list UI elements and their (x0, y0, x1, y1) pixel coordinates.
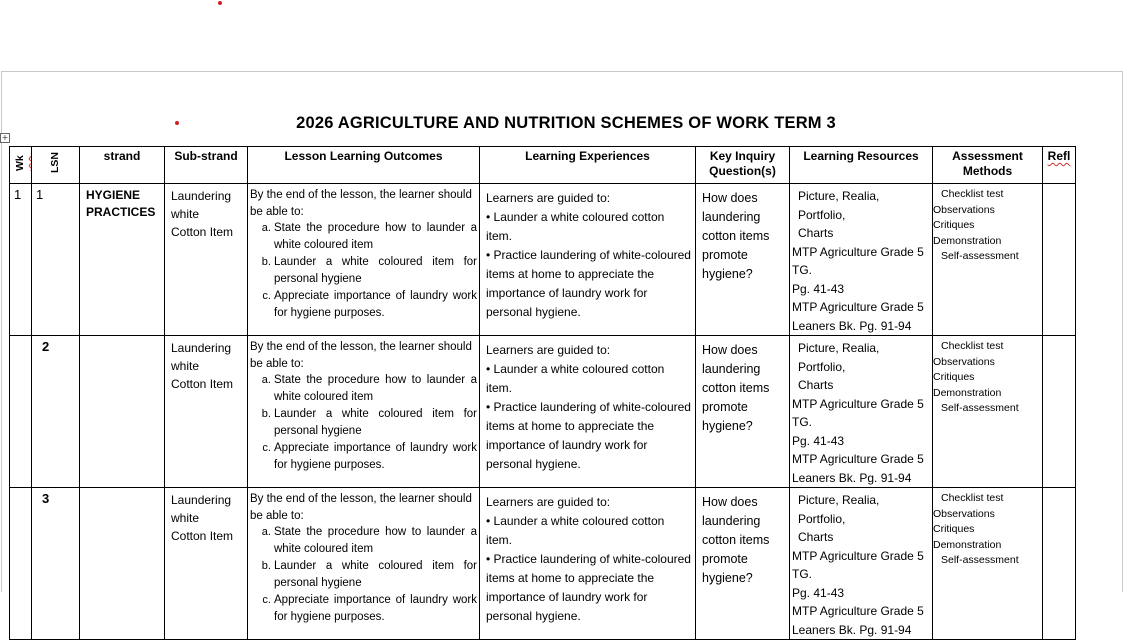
outcome-item: a. State the procedure how to launder a white coloured item (274, 372, 477, 406)
resource-line: MTP Agriculture Grade 5 TG. (792, 548, 924, 581)
assessment-line: Checklist test (941, 492, 1004, 504)
assessment-line: Self-assessment (941, 402, 1019, 414)
cell-line: Cotton Item (171, 377, 234, 391)
outcomes-intro: By the end of the lesson, the learner should be able to: (250, 341, 472, 370)
cell-line: promote (702, 400, 748, 414)
cell-line: PRACTICES (86, 205, 156, 219)
schemes-of-work-table (9, 146, 1076, 640)
header-lsn: LSN (32, 147, 80, 184)
assessment-line: Demonstration (933, 234, 1002, 247)
lesson-cell: 1 (32, 184, 80, 336)
reflection-cell (1043, 336, 1076, 488)
resource-line: Pg. 41-43 (792, 585, 845, 600)
key-question-cell (696, 184, 790, 336)
resource-line: Picture, Realia, Portfolio, (798, 493, 880, 526)
experiences-intro: Learners are guided to: (486, 495, 611, 509)
assessment-line: Demonstration (933, 386, 1002, 399)
resource-line: MTP Agriculture Grade 5 (792, 452, 924, 466)
outcomes-list (250, 220, 477, 322)
assessment-line: Critiques (933, 219, 975, 231)
cell-line: Cotton Item (171, 529, 234, 543)
header-experiences: Learning Experiences (480, 147, 696, 184)
assessment-line: Checklist test (941, 340, 1004, 352)
outcome-item: c. Appreciate importance of laundry work for hygiene purposes. (274, 592, 477, 626)
assessment-line: Checklist test (941, 188, 1004, 200)
week-cell (10, 488, 32, 640)
experiences-cell (480, 488, 696, 640)
experience-item: • Practice laundering of white-coloured items at home to appreciate the importance of laundry work for personal hygiene. (486, 400, 691, 471)
table-move-handle-icon[interactable]: + (1, 133, 9, 142)
cell-line: cotton items (702, 533, 770, 547)
experiences-intro: Learners are guided to: (486, 343, 611, 357)
outcomes-list (250, 524, 477, 626)
cell-line: How does (702, 343, 758, 357)
resource-line: Charts (798, 530, 834, 544)
resource-line: Pg. 41-43 (792, 433, 845, 448)
header-resources: Learning Resources (790, 147, 933, 184)
week-cell: 1 (10, 184, 32, 336)
cell-line: laundering (702, 210, 761, 224)
header-sub-strand: Sub-strand (165, 147, 248, 184)
resource-line: Picture, Realia, Portfolio, (798, 341, 880, 374)
document-title: 2026 AGRICULTURE AND NUTRITION SCHEMES OF WORK TERM 3 (296, 114, 836, 132)
resource-line: MTP Agriculture Grade 5 TG. (792, 396, 924, 429)
cell-line: white (171, 207, 200, 221)
resource-line: Pg. 41-43 (792, 281, 845, 296)
cell-line: Laundering (171, 189, 232, 203)
experiences-cell (480, 184, 696, 336)
assessment-line: Critiques (933, 371, 975, 383)
experiences-cell (480, 336, 696, 488)
header-row (10, 147, 1076, 184)
outcome-item: b. Launder a white coloured item for personal hygiene (274, 558, 477, 592)
cell-line: laundering (702, 514, 761, 528)
outcome-item: b. Launder a white coloured item for personal hygiene (274, 406, 477, 440)
header-outcomes: Lesson Learning Outcomes (248, 147, 480, 184)
experience-item: • Practice laundering of white-coloured items at home to appreciate the importance of laundry work for personal hygiene. (486, 248, 691, 319)
outcomes-cell (248, 336, 480, 488)
cell-line: hygiene? (702, 267, 753, 281)
assessment-line: Observations (933, 507, 995, 520)
outcome-item: c. Appreciate importance of laundry work for hygiene purposes. (274, 288, 477, 322)
outcomes-cell (248, 488, 480, 640)
red-dot-mark (218, 1, 222, 5)
cell-line: How does (702, 495, 758, 509)
cell-line: white (171, 511, 200, 525)
resource-line: MTP Agriculture Grade 5 (792, 604, 924, 618)
header-assessment: Assessment Methods (933, 147, 1043, 184)
strand-cell (80, 184, 165, 336)
outcome-item: c. Appreciate importance of laundry work for hygiene purposes. (274, 440, 477, 474)
reflection-cell (1043, 184, 1076, 336)
strand-cell (80, 336, 165, 488)
sub-strand-cell (165, 336, 248, 488)
strand-cell (80, 488, 165, 640)
sub-strand-cell (165, 184, 248, 336)
outcome-item: a. State the procedure how to launder a white coloured item (274, 524, 477, 558)
resource-line: Leaners Bk. Pg. 91-94 (792, 318, 912, 333)
resource-line: Leaners Bk. Pg. 91-94 (792, 470, 912, 485)
cell-line: Cotton Item (171, 225, 234, 239)
outcomes-list (250, 372, 477, 474)
week-cell (10, 336, 32, 488)
outcome-item: a. State the procedure how to launder a white coloured item (274, 220, 477, 254)
header-reflection: Refl (1043, 147, 1076, 184)
table-row (10, 184, 1076, 336)
table-row (10, 488, 1076, 640)
resource-line: MTP Agriculture Grade 5 TG. (792, 244, 924, 277)
cell-line: white (171, 359, 200, 373)
cell-line: Laundering (171, 493, 232, 507)
experience-item: • Practice laundering of white-coloured items at home to appreciate the importance of laundry work for personal hygiene. (486, 552, 691, 623)
assessment-cell (933, 336, 1043, 488)
assessment-line: Observations (933, 203, 995, 216)
resources-cell (790, 184, 933, 336)
assessment-line: Self-assessment (941, 554, 1019, 566)
sub-strand-cell (165, 488, 248, 640)
cell-line: cotton items (702, 229, 770, 243)
outcomes-intro: By the end of the lesson, the learner should be able to: (250, 189, 472, 218)
resource-line: Picture, Realia, Portfolio, (798, 189, 880, 222)
experience-item: • Launder a white coloured cotton item. (486, 514, 665, 547)
assessment-line: Demonstration (933, 538, 1002, 551)
resource-line: Charts (798, 378, 834, 392)
cell-line: HYGIENE (86, 188, 141, 202)
assessment-line: Observations (933, 355, 995, 368)
resource-line: Charts (798, 226, 834, 240)
header-strand: strand (80, 147, 165, 184)
outcomes-intro: By the end of the lesson, the learner should be able to: (250, 493, 472, 522)
resource-line: Leaners Bk. Pg. 91-94 (792, 622, 912, 637)
cell-line: Laundering (171, 341, 232, 355)
experiences-intro: Learners are guided to: (486, 191, 611, 205)
cell-line: hygiene? (702, 571, 753, 585)
header-key-inquiry: Key Inquiry Question(s) (696, 147, 790, 184)
lesson-cell: 2 (32, 336, 80, 488)
outcomes-cell (248, 184, 480, 336)
experience-item: • Launder a white coloured cotton item. (486, 362, 665, 395)
assessment-cell (933, 488, 1043, 640)
header-wk: Wk (10, 147, 32, 184)
assessment-line: Critiques (933, 523, 975, 535)
key-question-cell (696, 488, 790, 640)
cell-line: How does (702, 191, 758, 205)
reflection-cell (1043, 488, 1076, 640)
assessment-line: Self-assessment (941, 250, 1019, 262)
outcome-item: b. Launder a white coloured item for personal hygiene (274, 254, 477, 288)
cell-line: laundering (702, 362, 761, 376)
key-question-cell (696, 336, 790, 488)
table-row (10, 336, 1076, 488)
assessment-cell (933, 184, 1043, 336)
cell-line: cotton items (702, 381, 770, 395)
resources-cell (790, 488, 933, 640)
cell-line: hygiene? (702, 419, 753, 433)
resource-line: MTP Agriculture Grade 5 (792, 300, 924, 314)
resources-cell (790, 336, 933, 488)
cell-line: promote (702, 552, 748, 566)
experience-item: • Launder a white coloured cotton item. (486, 210, 665, 243)
lesson-cell: 3 (32, 488, 80, 640)
cell-line: promote (702, 248, 748, 262)
